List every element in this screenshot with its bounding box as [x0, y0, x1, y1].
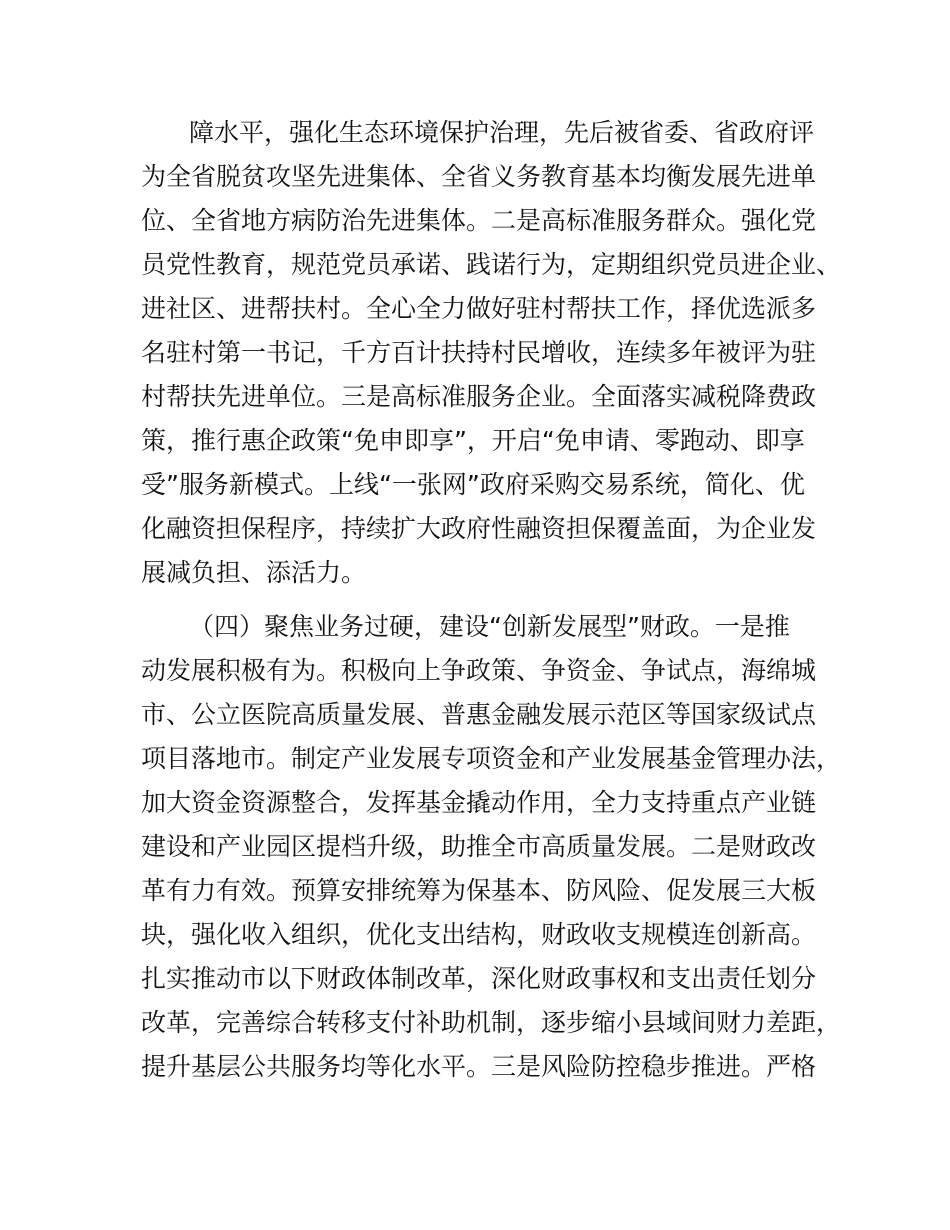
text-line: 提升基层公共服务均等化水平。三是风险防控稳步推进。严格: [141, 1052, 817, 1081]
text-line: 名驻村第一书记，千方百计扶持村民增收，连续多年被评为驻: [141, 338, 817, 367]
text-line: 项目落地市。制定产业发展专项资金和产业发展基金管理办法，: [141, 744, 842, 773]
text-line: 建设和产业园区提档升级，助推全市高质量发展。二是财政改: [141, 832, 817, 861]
text-line: 化融资担保程序，持续扩大政府性融资担保覆盖面，为企业发: [141, 514, 817, 543]
text-line: 进社区、进帮扶村。全心全力做好驻村帮扶工作，择优选派多: [141, 294, 817, 323]
text-line: 为全省脱贫攻坚先进集体、全省义务教育基本均衡发展先进单: [141, 162, 817, 191]
text-line: 扎实推动市以下财政体制改革，深化财政事权和支出责任划分: [141, 964, 817, 993]
text-line: 革有力有效。预算安排统筹为保基本、防风险、促发展三大板: [141, 876, 817, 905]
text-line: 障水平，强化生态环境保护治理，先后被省委、省政府评: [189, 118, 815, 147]
text-line: 受”服务新模式。上线“一张网”政府采购交易系统，简化、优: [141, 470, 805, 499]
section-heading-line: （四）聚焦业务过硬，建设“创新发展型”财政。一是推: [189, 612, 790, 641]
text-line: 动发展积极有为。积极向上争政策、争资金、争试点，海绵城: [141, 656, 817, 685]
text-line: 块，强化收入组织，优化支出结构，财政收支规模连创新高。: [141, 920, 817, 949]
text-line: 展减负担、添活力。: [141, 558, 367, 587]
text-line: 加大资金资源整合，发挥基金撬动作用，全力支持重点产业链: [141, 788, 817, 817]
text-line: 位、全省地方病防治先进集体。二是高标准服务群众。强化党: [141, 206, 817, 235]
text-line: 村帮扶先进单位。三是高标准服务企业。全面落实减税降费政: [141, 382, 817, 411]
text-line: 市、公立医院高质量发展、普惠金融发展示范区等国家级试点: [141, 700, 817, 729]
text-line: 策，推行惠企政策“免申即享”，开启“免申请、零跑动、即享: [141, 426, 805, 455]
text-line: 员党性教育，规范党员承诺、践诺行为，定期组织党员进企业、: [141, 250, 842, 279]
text-line: 改革，完善综合转移支付补助机制，逐步缩小县域间财力差距，: [141, 1008, 842, 1037]
